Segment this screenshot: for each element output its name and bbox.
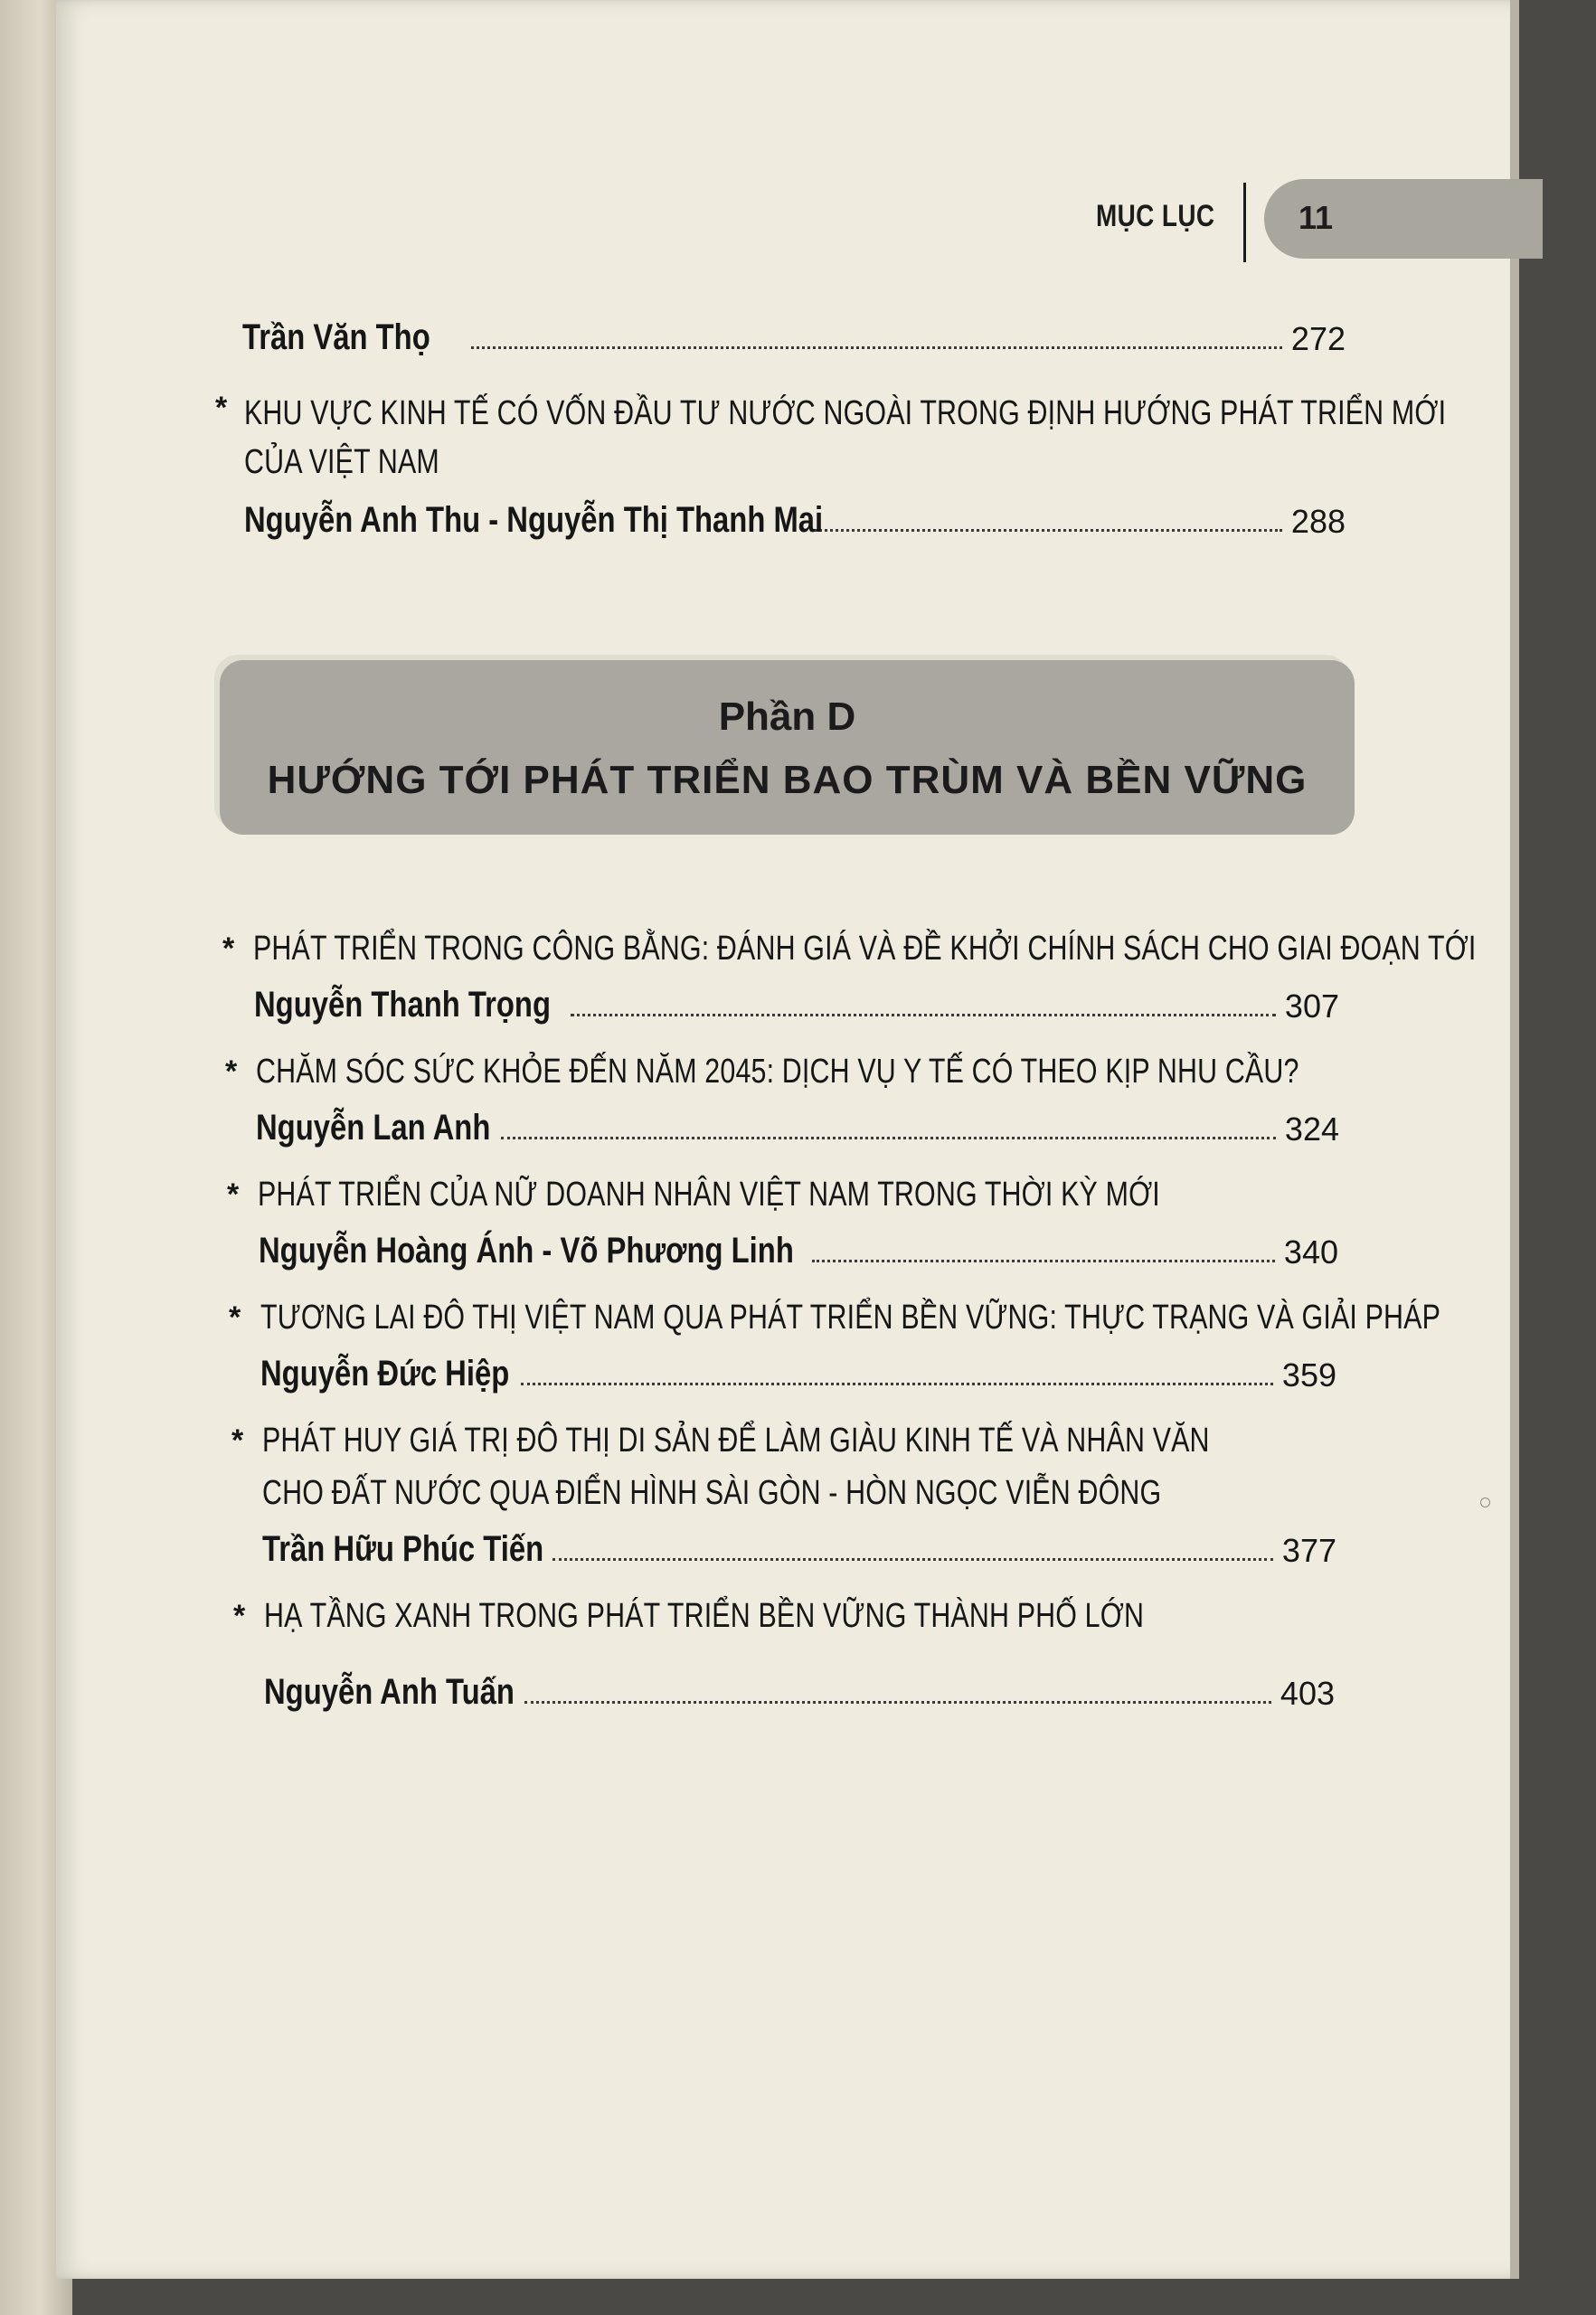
bullet-asterisk-icon: * xyxy=(229,1300,241,1335)
toc-author-row xyxy=(262,1526,1336,1570)
toc-page-number: 377 xyxy=(1281,1532,1336,1569)
toc-author-row xyxy=(259,1228,1338,1271)
toc-author: Nguyễn Anh Thu - Nguyễn Thị Thanh Mai xyxy=(244,500,824,540)
toc-page-number: 288 xyxy=(1290,503,1346,540)
running-header-title: MỤC LỤC xyxy=(1096,199,1215,233)
dot-leader xyxy=(552,1553,1273,1561)
toc-author: Nguyễn Anh Tuấn xyxy=(264,1672,515,1712)
toc-author-row xyxy=(260,1351,1336,1394)
toc-page-number: 272 xyxy=(1290,320,1346,357)
dot-leader xyxy=(815,524,1282,532)
part-banner xyxy=(220,660,1355,835)
dot-leader xyxy=(524,1696,1271,1704)
toc-title-line: CHĂM SÓC SỨC KHỎE ĐẾN NĂM 2045: DỊCH VỤ Y TẾ CÓ THEO KỊP NHU CẦU? xyxy=(256,1053,1299,1091)
toc-author-row xyxy=(254,982,1339,1025)
dot-leader xyxy=(501,1131,1276,1139)
bullet-asterisk-icon: * xyxy=(215,391,228,425)
toc-page-number: 307 xyxy=(1284,987,1339,1025)
toc-author: Trần Hữu Phúc Tiến xyxy=(262,1529,544,1569)
toc-title-line: CHO ĐẤT NƯỚC QUA ĐIỂN HÌNH SÀI GÒN - HÒN NGỌC VIỄN ĐÔNG xyxy=(262,1474,1162,1512)
toc-author: Nguyễn Thanh Trọng xyxy=(254,985,551,1025)
toc-title-line: PHÁT HUY GIÁ TRỊ ĐÔ THỊ DI SẢN ĐỂ LÀM GIÀU KINH TẾ VÀ NHÂN VĂN xyxy=(262,1422,1210,1460)
header-divider xyxy=(1243,183,1246,262)
toc-author-row xyxy=(244,497,1346,541)
toc-page-number: 324 xyxy=(1284,1110,1339,1148)
toc-author: Nguyễn Lan Anh xyxy=(256,1108,491,1148)
toc-author: Trần Văn Thọ xyxy=(242,317,430,357)
bullet-asterisk-icon: * xyxy=(231,1423,244,1458)
toc-author-row xyxy=(242,315,1346,358)
toc-title-line: CỦA VIỆT NAM xyxy=(244,443,439,481)
toc-author-row xyxy=(256,1105,1339,1148)
toc-author: Nguyễn Hoàng Ánh - Võ Phương Linh xyxy=(259,1231,794,1271)
toc-title-line: PHÁT TRIỂN TRONG CÔNG BẰNG: ĐÁNH GIÁ VÀ ĐỀ KHỞI CHÍNH SÁCH CHO GIAI ĐOẠN TỚI xyxy=(253,930,1477,968)
bullet-asterisk-icon: * xyxy=(233,1599,246,1633)
toc-page-number: 403 xyxy=(1280,1675,1335,1712)
bullet-asterisk-icon: * xyxy=(222,931,235,966)
paper-speck xyxy=(1480,1498,1490,1507)
toc-page-number: 340 xyxy=(1283,1233,1338,1271)
dot-leader xyxy=(571,1008,1276,1016)
toc-title-line: HẠ TẦNG XANH TRONG PHÁT TRIỂN BỀN VỮNG THÀNH PHỐ LỚN xyxy=(264,1597,1145,1635)
bullet-asterisk-icon: * xyxy=(225,1054,238,1089)
toc-title-line: KHU VỰC KINH TẾ CÓ VỐN ĐẦU TƯ NƯỚC NGOÀI TRONG ĐỊNH HƯỚNG PHÁT TRIỂN MỚI xyxy=(244,394,1447,432)
toc-page-number: 359 xyxy=(1281,1356,1336,1394)
dot-leader xyxy=(812,1254,1275,1262)
part-label: Phần D xyxy=(718,694,856,739)
toc-title-line: TƯƠNG LAI ĐÔ THỊ VIỆT NAM QUA PHÁT TRIỂN BỀN VỮNG: THỰC TRẠNG VÀ GIẢI PHÁP xyxy=(260,1299,1441,1337)
toc-author-row xyxy=(264,1669,1335,1713)
toc-title-line: PHÁT TRIỂN CỦA NỮ DOANH NHÂN VIỆT NAM TRONG THỜI KỲ MỚI xyxy=(258,1176,1160,1214)
toc-author: Nguyễn Đức Hiệp xyxy=(260,1354,510,1394)
page-edge-strip xyxy=(1510,0,1519,2279)
bullet-asterisk-icon: * xyxy=(227,1177,240,1212)
part-title: HƯỚNG TỚI PHÁT TRIỂN BAO TRÙM VÀ BỀN VỮNG xyxy=(267,758,1308,802)
page-number: 11 xyxy=(1299,199,1334,236)
dot-leader xyxy=(521,1377,1273,1385)
dot-leader xyxy=(471,341,1282,349)
